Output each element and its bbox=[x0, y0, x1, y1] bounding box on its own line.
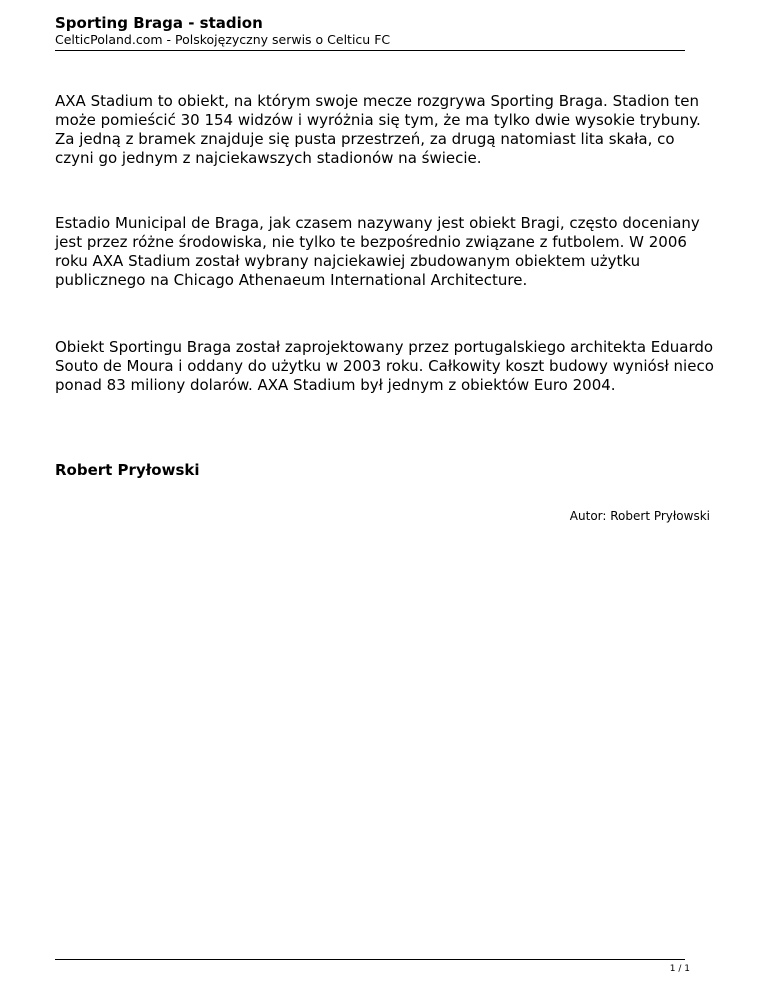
page-header bbox=[55, 14, 685, 48]
author-credit: Autor: Robert Pryłowski bbox=[569, 509, 710, 523]
page-title: Sporting Braga - stadion bbox=[55, 14, 263, 32]
site-subtitle: CelticPoland.com - Polskojęzyczny serwis o Celticu FC bbox=[55, 32, 391, 47]
article-signature: Robert Pryłowski bbox=[55, 461, 200, 479]
article-paragraph: Estadio Municipal de Braga, jak czasem nazywany jest obiekt Bragi, często doceniany jest przez różne środowiska, nie tylko te bezpośrednio związane z futbolem. W 2006 roku AXA Stadium został wybrany najciekawiej zbudowanym obiektem użytku publicznego na Chicago Athenaeum International Architecture. bbox=[55, 214, 700, 289]
footer-divider bbox=[55, 959, 685, 960]
header-divider bbox=[55, 50, 685, 51]
article-paragraph: Obiekt Sportingu Braga został zaprojektowany przez portugalskiego architekta Eduardo Souto de Moura i oddany do użytku w 2003 roku. Całkowity koszt budowy wyniósł nieco ponad 83 miliony dolarów. AXA Stadium był jednym z obiektów Euro 2004. bbox=[55, 338, 714, 394]
article-paragraph: AXA Stadium to obiekt, na którym swoje mecze rozgrywa Sporting Braga. Stadion ten może pomieścić 30 154 widzów i wyróżnia się tym, że ma tylko dwie wysokie trybuny. Za jedną z bramek znajduje się pusta przestrzeń, za drugą natomiast lita skała, co czyni go jednym z najciekawszych stadionów na świecie. bbox=[55, 92, 701, 167]
page-number: 1 / 1 bbox=[669, 964, 690, 974]
